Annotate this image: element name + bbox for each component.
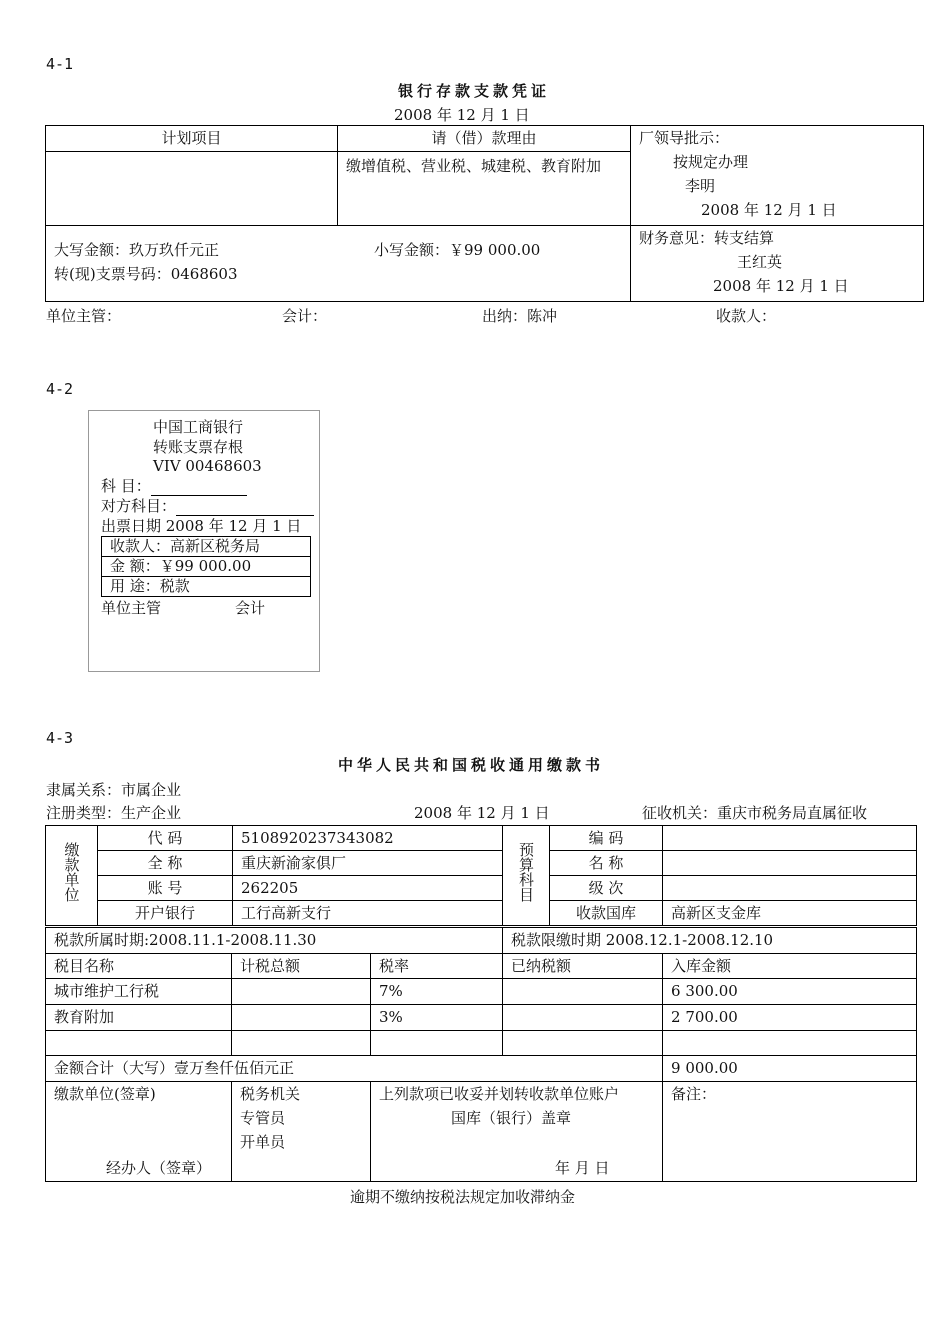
payer-seal: 缴款单位(签章)	[54, 1085, 156, 1103]
table-row-cell	[232, 979, 371, 1005]
tax-deadline: 税款限缴时期 2008.12.1-2008.12.10	[503, 928, 917, 954]
tax-detail-table	[45, 927, 917, 1182]
voucher-date: 2008 年 12 月 1 日	[394, 106, 530, 124]
stub-supervisor: 单位主管	[101, 599, 162, 617]
approval-signer: 李明	[685, 177, 716, 195]
remarks: 备注：	[671, 1085, 717, 1103]
payer-group-label: 缴款单位	[62, 842, 81, 902]
budget-label-treasury: 收款国库	[550, 901, 663, 926]
table-row-cell: 城市维护工行税	[46, 979, 232, 1005]
tax-payer-table	[45, 825, 917, 926]
header-paid-tax: 已纳税额	[503, 954, 663, 979]
stub-counter-row	[101, 496, 314, 516]
table-row-cell	[503, 979, 663, 1005]
plan-value	[46, 152, 338, 226]
budget-label-name: 名 称	[550, 851, 663, 876]
treasury-cell	[371, 1082, 663, 1182]
approval-line1: 按规定办理	[673, 153, 749, 171]
sign-payee: 收款人：	[716, 307, 777, 325]
payer-seal-cell	[46, 1082, 232, 1182]
table-row-cell	[371, 1031, 503, 1056]
table-row-cell	[663, 1031, 917, 1056]
tax-officer: 专管员	[240, 1109, 286, 1127]
registration-type: 注册类型：生产企业	[46, 804, 182, 822]
stub-subject: 科 目：	[101, 477, 151, 495]
reason-value: 缴增值税、营业税、城建税、教育附加	[338, 152, 631, 226]
transfer-note: 上列款项已收妥并划转收款单位账户	[379, 1085, 620, 1103]
approval-header: 厂领导批示：	[639, 129, 730, 147]
payer-label-account: 账 号	[98, 876, 233, 901]
remarks-cell	[663, 1082, 917, 1182]
voucher-table	[45, 125, 924, 302]
amount-cell	[46, 226, 631, 302]
header-tax-rate: 税率	[371, 954, 503, 979]
finance-cell	[631, 226, 924, 302]
cheque-stub	[88, 410, 320, 672]
budget-value-level	[663, 876, 917, 901]
sign-accountant: 会计：	[282, 307, 328, 325]
tax-form-date: 2008 年 12 月 1 日	[414, 804, 550, 822]
affiliation: 隶属关系：市属企业	[46, 781, 182, 799]
table-row-cell	[232, 1031, 371, 1056]
header-tax-item: 税目名称	[46, 954, 232, 979]
payer-label-bank: 开户银行	[98, 901, 233, 926]
tax-office: 税务机关	[240, 1085, 301, 1103]
stub-accountant: 会计	[235, 599, 266, 617]
section-label-4-3: 4-3	[46, 729, 74, 747]
budget-value-treasury: 高新区支金库	[663, 901, 917, 926]
table-row-cell	[503, 1031, 663, 1056]
payer-value-bank: 工行高新支行	[233, 901, 503, 926]
tax-form-title: 中华人民共和国税收通用缴款书	[338, 756, 605, 774]
table-row-cell: 2 700.00	[663, 1005, 917, 1031]
handler-seal: 经办人（签章）	[106, 1159, 212, 1177]
stub-counter-line	[176, 499, 314, 516]
table-row-cell	[503, 1005, 663, 1031]
header-taxable-total: 计税总额	[232, 954, 371, 979]
approval-cell	[631, 126, 924, 226]
budget-value-code	[663, 826, 917, 851]
section-label-4-2: 4-2	[46, 380, 74, 398]
payer-label-code: 代 码	[98, 826, 233, 851]
budget-label-code: 编 码	[550, 826, 663, 851]
finance-signer: 王红英	[737, 253, 783, 271]
payer-label-name: 全 称	[98, 851, 233, 876]
tax-period: 税款所属时期:2008.11.1-2008.11.30	[46, 928, 503, 954]
sign-supervisor: 单位主管：	[46, 307, 122, 325]
stub-amount: 金 额：￥99 000.00	[102, 557, 311, 577]
budget-label-level: 级 次	[550, 876, 663, 901]
budget-group-label: 预算科目	[517, 842, 535, 902]
table-row-cell	[232, 1005, 371, 1031]
budget-value-name	[663, 851, 917, 876]
seal-date: 年 月 日	[555, 1159, 610, 1177]
stub-counter-subject: 对方科目：	[101, 497, 177, 515]
stub-purpose: 用 途：税款	[102, 577, 311, 597]
total-number: 9 000.00	[663, 1056, 917, 1082]
stub-doc-name: 转账支票存根	[153, 438, 244, 456]
amount-words: 大写金额：玖万玖仟元正	[54, 241, 220, 259]
voucher-title: 银行存款支款凭证	[398, 82, 551, 100]
table-row-cell: 7%	[371, 979, 503, 1005]
stub-subject-row	[101, 476, 247, 496]
amount-number: 小写金额：￥99 000.00	[374, 241, 541, 259]
stub-detail-table	[101, 536, 311, 597]
sign-cashier: 出纳：陈冲	[482, 307, 558, 325]
budget-group-cell	[503, 826, 550, 926]
finance-date: 2008 年 12 月 1 日	[713, 277, 849, 295]
stub-bank: 中国工商银行	[153, 418, 244, 436]
stub-issue-date: 出票日期 2008 年 12 月 1 日	[101, 517, 302, 535]
table-row-cell: 6 300.00	[663, 979, 917, 1005]
stub-number: VIV 00468603	[153, 457, 262, 475]
payer-value-name: 重庆新渝家俱厂	[233, 851, 503, 876]
tax-office-cell	[232, 1082, 371, 1182]
form-issuer: 开单员	[240, 1133, 286, 1151]
section-label-4-1: 4-1	[46, 55, 74, 73]
col-plan-header: 计划项目	[46, 126, 338, 152]
late-payment-footer: 逾期不缴纳按税法规定加收滞纳金	[350, 1188, 576, 1206]
table-row-cell	[46, 1031, 232, 1056]
col-reason-header: 请（借）款理由	[338, 126, 631, 152]
table-row-cell: 3%	[371, 1005, 503, 1031]
treasury-seal: 国库（银行）盖章	[451, 1109, 572, 1127]
stub-subject-line	[151, 479, 247, 496]
header-deposit-amount: 入库金额	[663, 954, 917, 979]
payer-value-account: 262205	[233, 876, 503, 901]
finance-opinion: 财务意见：转支结算	[639, 229, 775, 247]
stub-payee: 收款人：高新区税务局	[102, 537, 311, 557]
table-row-cell: 教育附加	[46, 1005, 232, 1031]
cheque-number: 转(现)支票号码：0468603	[54, 265, 238, 283]
collection-authority: 征收机关：重庆市税务局直属征收	[642, 804, 868, 822]
payer-group-cell	[46, 826, 98, 926]
total-words: 金额合计（大写）壹万叁仟伍佰元正	[46, 1056, 663, 1082]
approval-date: 2008 年 12 月 1 日	[701, 201, 837, 219]
payer-value-code: 5108920237343082	[233, 826, 503, 851]
